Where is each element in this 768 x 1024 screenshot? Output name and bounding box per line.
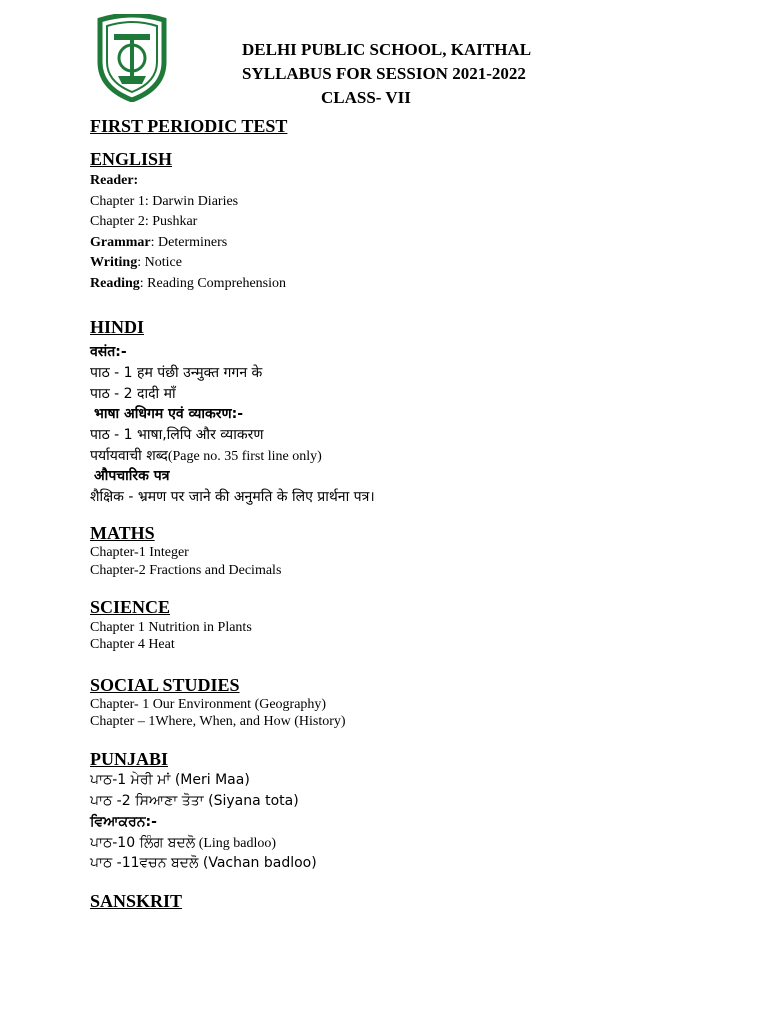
section-title-hindi: HINDI (90, 317, 145, 337)
hindi-vasant: वसंत:- (90, 344, 127, 360)
section-title-english: ENGLISH (90, 149, 173, 169)
punjabi-lesson-1: ਪਾਠ-1 ਮੇਰੀ ਮਾਂ (Meri Maa) (90, 772, 250, 788)
english-grammar: Grammar: Determiners (90, 235, 228, 250)
class-label: CLASS- VII (321, 88, 411, 107)
section-title-social-studies: SOCIAL STUDIES (90, 675, 240, 695)
hindi-formal-letter-heading: औपचारिक पत्र (94, 468, 170, 484)
hindi-synonyms: पर्यायवाची शब्द(Page no. 35 first line only) (90, 448, 322, 464)
english-reading: Reading: Reading Comprehension (90, 276, 286, 291)
punjabi-lesson-10: ਪਾਠ-10 ਲਿੰਗ ਬਦਲੋ (Ling badloo) (90, 835, 277, 851)
hindi-grammar-lesson: पाठ - 1 भाषा,लिपि और व्याकरण (90, 427, 264, 443)
school-name: DELHI PUBLIC SCHOOL, KAITHAL (242, 40, 532, 59)
hindi-formal-letter: शैक्षिक - भ्रमण पर जाने की अनुमति के लिए प्रार्थना पत्र। (90, 489, 375, 505)
section-title-sanskrit: SANSKRIT (90, 891, 183, 911)
hindi-lesson-1: पाठ - 1 हम पंछी उन्मुक्त गगन के (90, 365, 263, 381)
english-reader-label: Reader: (90, 173, 139, 188)
english-writing: Writing: Notice (90, 255, 182, 270)
hindi-lesson-2: पाठ - 2 दादी माँ (90, 386, 176, 402)
maths-chapter-2: Chapter-2 Fractions and Decimals (90, 563, 282, 578)
punjabi-lesson-11: ਪਾਠ -11ਵਚਨ ਬਦਲੋ (Vachan badloo) (90, 855, 317, 871)
section-title-punjabi: PUNJABI (90, 749, 169, 769)
social-chapter-1: Chapter- 1 Our Environment (Geography) (90, 697, 327, 712)
section-title-maths: MATHS (90, 523, 155, 543)
syllabus-session: SYLLABUS FOR SESSION 2021-2022 (242, 64, 526, 83)
school-logo-icon (92, 14, 172, 102)
maths-chapter-1: Chapter-1 Integer (90, 545, 189, 560)
science-chapter-2: Chapter 4 Heat (90, 637, 175, 652)
section-title-science: SCIENCE (90, 597, 171, 617)
test-title: FIRST PERIODIC TEST (90, 116, 288, 136)
hindi-grammar-heading: भाषा अधिगम एवं व्याकरण:- (94, 406, 244, 422)
english-chapter-1: Chapter 1: Darwin Diaries (90, 194, 239, 209)
science-chapter-1: Chapter 1 Nutrition in Plants (90, 620, 252, 635)
social-chapter-2: Chapter – 1Where, When, and How (History) (90, 714, 346, 729)
english-chapter-2: Chapter 2: Pushkar (90, 214, 198, 229)
document-header (200, 38, 580, 110)
punjabi-grammar-heading: ਵਿਆਕਰਨ:- (90, 814, 157, 830)
punjabi-lesson-2: ਪਾਠ -2 ਸਿਆਣਾ ਤੋਤਾ (Siyana tota) (90, 793, 299, 809)
